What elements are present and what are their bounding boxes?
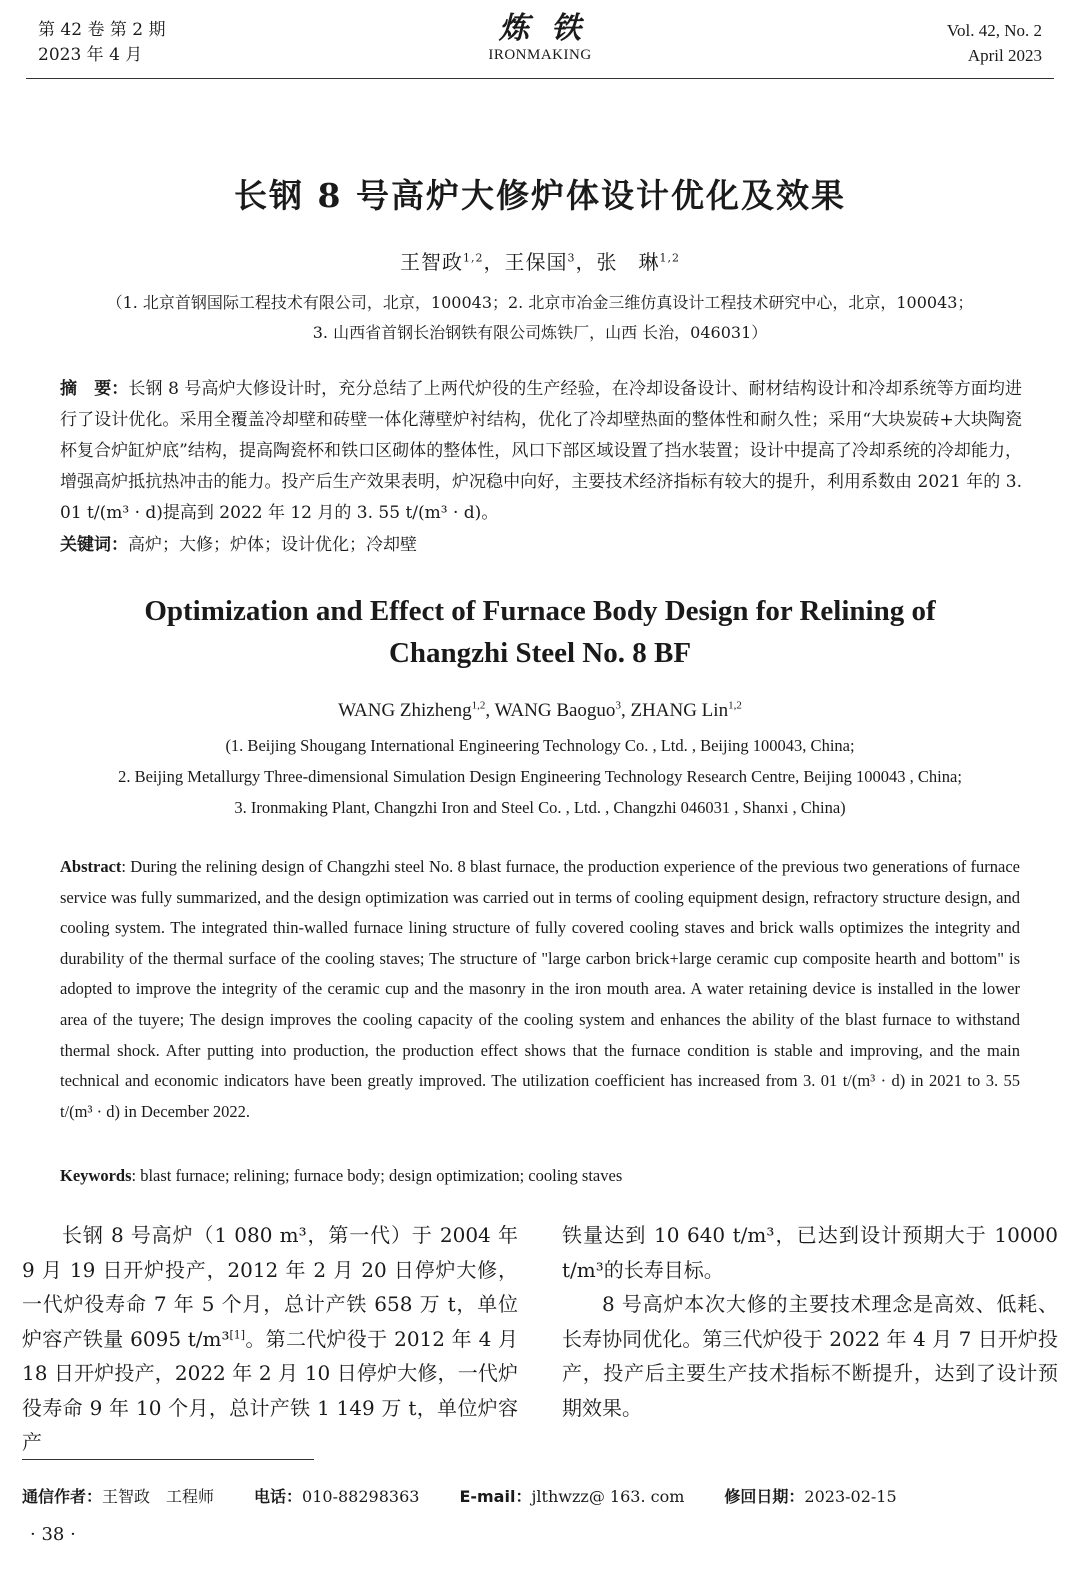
abstract-cn — [60, 374, 1022, 529]
author-3-sup: 1,2 — [659, 251, 680, 265]
author-3-en: , ZHANG Lin — [620, 700, 729, 721]
abstract-en — [60, 852, 1020, 1127]
abstract-text-en: : During the relining design of Changzhi steel No. 8 blast furnace, the production experience of the previous two generations of furnace service was fully summarized, and the design optimization was carried out in terms of cooling equipment design, refractory structure design, and cooling system. The integrated thin-walled furnace lining structure of fully covered cooling staves and brick walls optimizes the integrity and durability of the thermal surface of the cooling staves; The structure of "large carbon brick+large ceramic cup composite hearth and bottom" is adopted to improve the integrity of the ceramic cup and the masonry in the iron mouth area. A water retaining device is installed in the lower area of the tuyere; The design improves the cooling capacity of the cooling system and enhances the ability of the blast furnace to withstand thermal shock. After putting into production, the production effect shows that the furnace condition is stable and improving, and the main technical and economic indicators have been greatly improved. The utilization coefficient has increased from 3. 01 t/(m³ · d) in 2021 to 3. 55 t/(m³ · d) in December 2022. — [60, 857, 1020, 1121]
body-text: 。第二代炉役于 2012 年 4 月 18 日开炉投产，2022 年 2 月 10 日停炉大修，一代炉役寿命 9 年 10 个月，总计产铁 1 149 万 t，单位炉容产 — [22, 1326, 518, 1454]
abstract-label-cn: 摘 要： — [60, 379, 129, 399]
page-number: · 38 · — [30, 1524, 76, 1545]
affiliations-en — [20, 730, 1060, 823]
revised-date: 2023-02-15 — [804, 1487, 897, 1506]
abstract-text-cn: 长钢 8 号高炉大修设计时，充分总结了上两代炉役的生产经验，在冷却设备设计、耐材结构设计和冷却系统等方面均进行了设计优化。采用全覆盖冷却壁和砖壁一体化薄壁炉衬结构，优化了冷却壁热面的整体性和耐久性；采用“大块炭砖+大块陶瓷杯复合炉缸炉底”结构，提高陶瓷杯和铁口区砌体的整体性，风口下部区域设置了挡水装置；设计中提高了冷却系统的冷却能力，增强高炉抵抗热冲击的能力。投产后生产效果表明，炉况稳中向好，主要技术经济指标有较大的提升，利用系数由 2021 年的 3. 01 t/(m³ · d)提高到 2022 年 12 月的 3. 55 t/(m³ · d)。 — [60, 379, 1023, 523]
date-cn: 2023 年 4 月 — [38, 45, 143, 65]
body-paragraph — [22, 1218, 518, 1460]
date-en: April 2023 — [967, 46, 1042, 65]
author-1-sup: 1,2 — [463, 251, 484, 265]
body-paragraph-continued: 铁量达到 10 640 t/m³，已达到设计预期大于 10000 t/m³的长寿目标。 — [562, 1223, 1058, 1282]
abstract-label-en: Abstract — [60, 857, 122, 876]
author-2-en-sup: 3 — [615, 699, 621, 712]
journal-name-cn: 炼铁 — [499, 11, 603, 46]
footnote — [22, 1484, 897, 1507]
phone-value: 010-88298363 — [302, 1487, 420, 1506]
title-en-line-2: Changzhi Steel No. 8 BF — [388, 637, 692, 669]
keywords-label-en: Keywords — [60, 1166, 132, 1185]
body-column-right — [562, 1218, 1058, 1425]
header-volume-en — [947, 18, 1042, 68]
corresponding-author: 王智政 工程师 — [102, 1487, 215, 1506]
affiliation-line: 3. 山西省首钢长治钢铁有限公司炼铁厂，山西 长治，046031） — [312, 323, 768, 342]
author-1-cn: 王智政 — [400, 250, 463, 274]
title-en-line-1: Optimization and Effect of Furnace Body Design for Relining of — [144, 595, 936, 627]
footnote-divider — [22, 1459, 314, 1460]
volume-en: Vol. 42, No. 2 — [946, 21, 1042, 40]
author-1-en: WANG Zhizheng — [338, 700, 472, 721]
revised-date-label: 修回日期： — [724, 1487, 805, 1506]
keywords-en — [60, 1162, 622, 1190]
author-1-en-sup: 1,2 — [471, 699, 486, 712]
body-paragraph: 8 号高炉本次大修的主要技术理念是高效、低耗、长寿协同优化。第三代炉役于 2022 年 4 月 7 日开炉投产，投产后主要生产技术指标不断提升，达到了设计预期效果。 — [562, 1292, 1058, 1420]
corresponding-author-label: 通信作者： — [22, 1487, 103, 1506]
affiliation-en-line: 2. Beijing Metallurgy Three-dimensional Simulation Design Engineering Technology Research Centre, Beijing 100043 , China; — [118, 767, 962, 786]
journal-name-en: IRONMAKING — [488, 47, 592, 63]
keywords-text-cn: 高炉；大修；炉体；设计优化；冷却壁 — [128, 535, 417, 555]
journal-masthead — [0, 12, 1080, 64]
author-2-sup: 3 — [567, 251, 576, 265]
paper-title-cn: 长钢 8 号高炉大修炉体设计优化及效果 — [234, 176, 846, 215]
keywords-label-cn: 关键词： — [60, 535, 128, 555]
affiliation-line: （1. 北京首钢国际工程技术有限公司，北京，100043；2. 北京市冶金三维仿真设计工程技术研究中心，北京，100043； — [106, 293, 974, 312]
body-column-left — [22, 1218, 518, 1460]
affiliation-en-line: (1. Beijing Shougang International Engineering Technology Co. , Ltd. , Beijing 100043, China; — [225, 736, 855, 755]
author-2-en: , WANG Baoguo — [485, 700, 616, 721]
paper-title-en — [60, 590, 1020, 674]
affiliation-en-line: 3. Ironmaking Plant, Changzhi Iron and Steel Co. , Ltd. , Changzhi 046031 , Shanxi , China) — [234, 798, 846, 817]
affiliations-cn — [40, 288, 1040, 348]
authors-cn — [0, 246, 1080, 275]
issue-cn: 第 42 卷 第 2 期 — [38, 20, 166, 40]
header-divider — [26, 78, 1054, 79]
keywords-cn — [60, 530, 417, 561]
author-2-cn: ，王保国 — [483, 250, 568, 274]
citation-ref[interactable]: [1] — [229, 1327, 246, 1341]
author-3-en-sup: 1,2 — [728, 699, 742, 712]
keywords-text-en: : blast furnace; relining; furnace body; design optimization; cooling staves — [131, 1166, 623, 1185]
phone-label: 电话： — [254, 1487, 303, 1506]
email-value[interactable]: jlthwzz@ 163. com — [531, 1487, 685, 1506]
email-label: E-mail： — [459, 1487, 532, 1506]
author-3-cn: ，张 琳 — [575, 250, 660, 274]
authors-en — [0, 700, 1080, 722]
body-text: 长钢 8 号高炉（1 080 m³，第一代）于 2004 年 9 月 19 日开炉投产，2012 年 2 月 20 日停炉大修，一代炉役寿命 7 年 5 个月，总计产铁 658 万 t，单位炉容产铁量 6095 t/m³ — [22, 1223, 518, 1351]
